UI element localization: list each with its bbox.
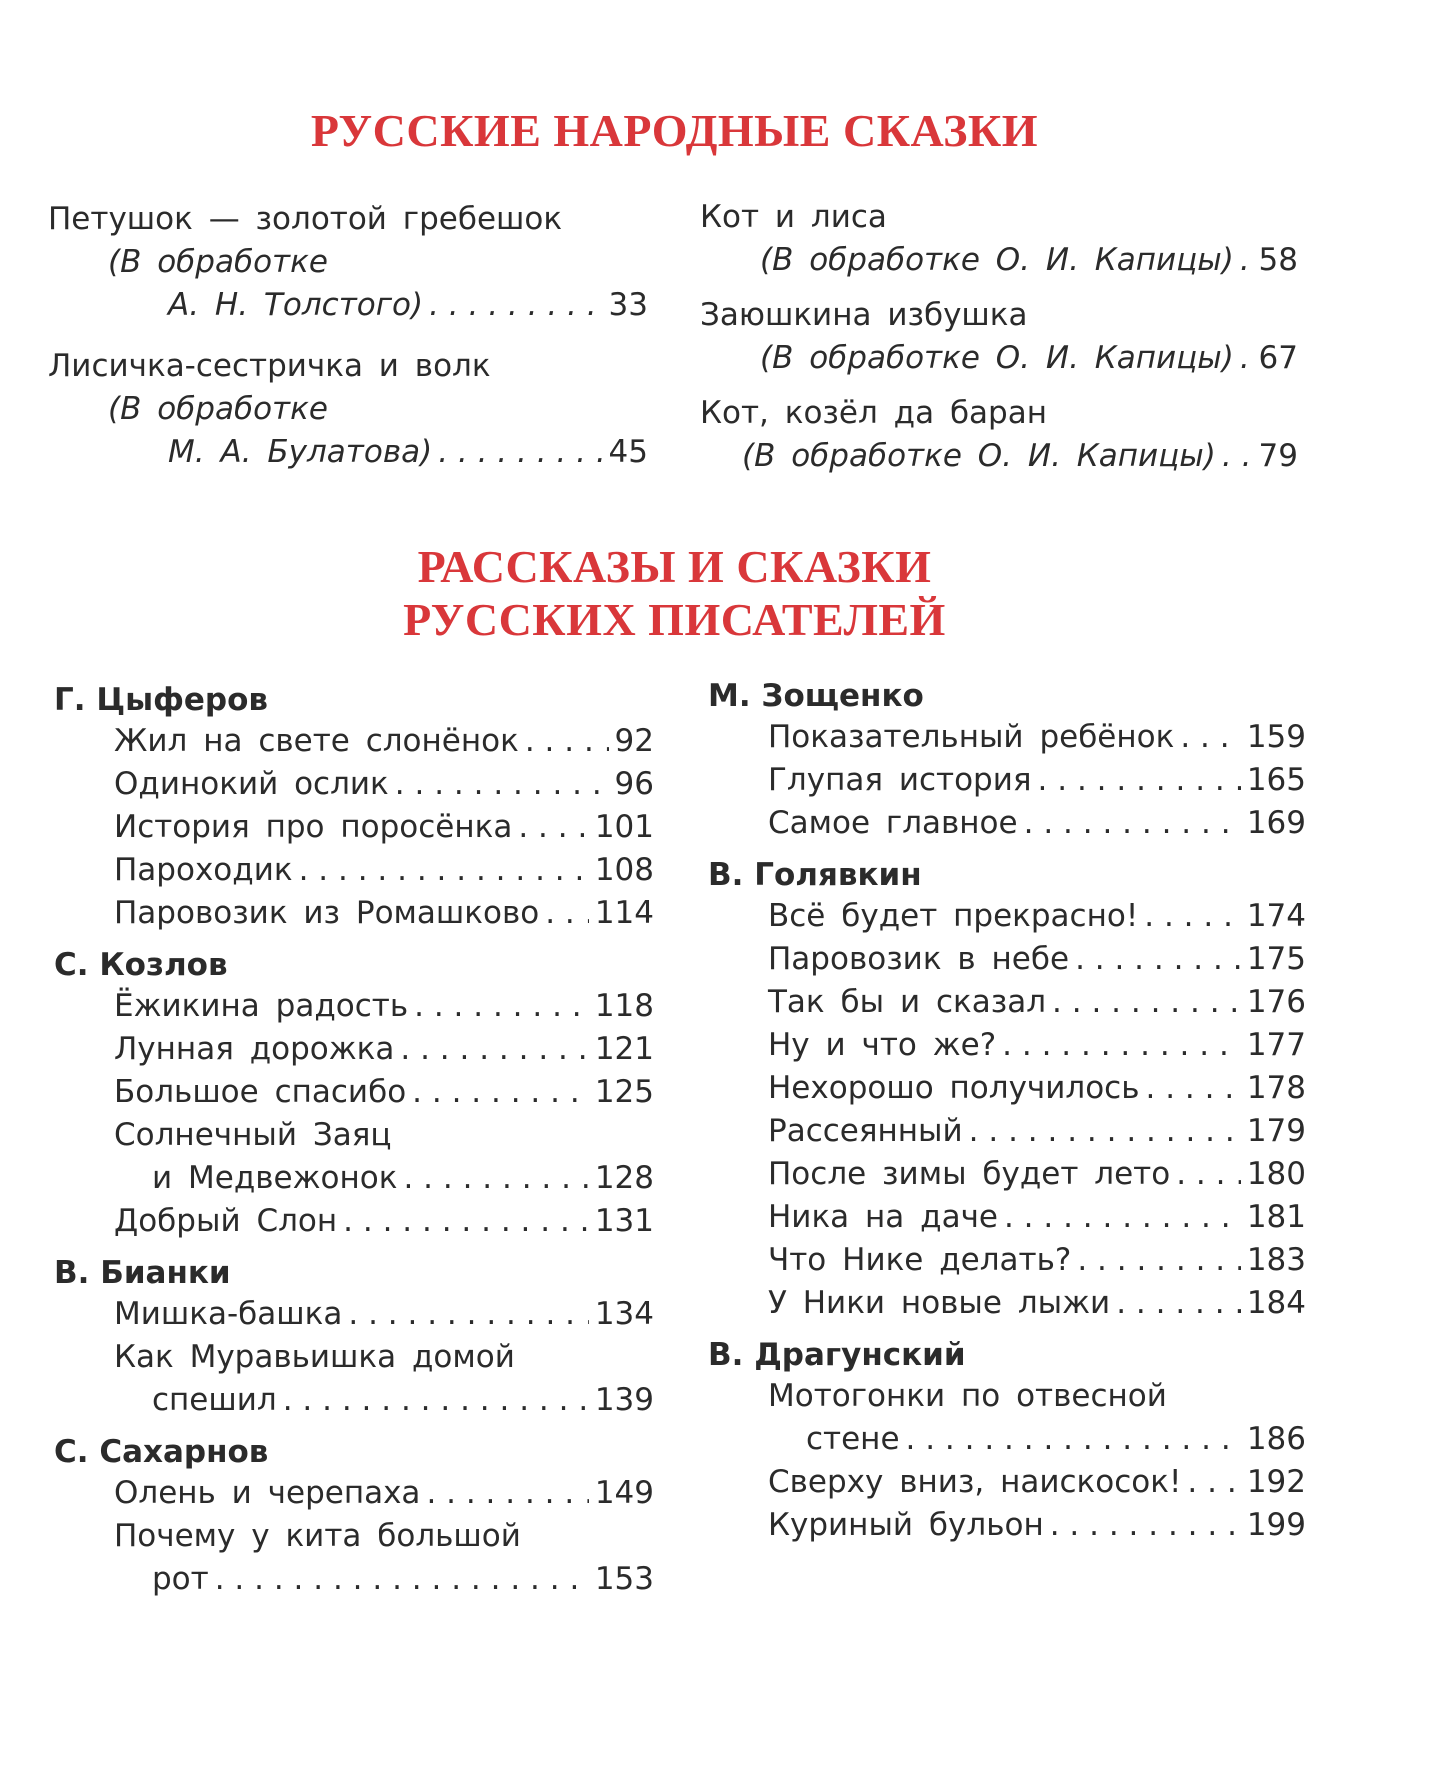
page-number: 178 (1246, 1070, 1306, 1106)
entry-title: Пароходик (114, 852, 293, 888)
entry-title: Олень и черепаха (114, 1475, 421, 1511)
entry-line (768, 1282, 1306, 1325)
toc-entry[interactable] (54, 1071, 654, 1114)
leader-dots (1116, 1282, 1241, 1325)
entry-line (768, 895, 1306, 938)
entry-line (114, 892, 654, 935)
page-number: 153 (594, 1561, 654, 1597)
leader-dots (215, 1558, 589, 1601)
entry-note-line (48, 431, 648, 474)
toc-entry[interactable] (700, 294, 1298, 380)
page-number: 92 (614, 723, 654, 759)
entry-line (114, 720, 654, 763)
page-number: 79 (1258, 438, 1298, 474)
page-number: 169 (1246, 805, 1306, 841)
author-heading: В. Бианки (54, 1255, 231, 1291)
entry-title: Ника на даче (768, 1199, 998, 1235)
entry-title: Солнечный Заяц (114, 1117, 392, 1153)
page-number: 192 (1246, 1464, 1306, 1500)
entry-line (768, 1196, 1306, 1239)
entry-title: После зимы будет лето (768, 1156, 1171, 1192)
toc-entry[interactable] (54, 1336, 654, 1422)
toc-entry[interactable] (54, 892, 654, 935)
leader-dots (1240, 337, 1253, 380)
leader-dots (348, 1293, 588, 1336)
leader-dots (1187, 1461, 1240, 1504)
entry-line (114, 1558, 654, 1601)
toc-entry[interactable] (48, 345, 648, 474)
leader-dots (1180, 716, 1240, 759)
author-heading: С. Козлов (54, 947, 228, 983)
toc-entry[interactable] (708, 981, 1306, 1024)
entry-note-line (700, 239, 1298, 282)
entry-line (114, 1200, 654, 1243)
entry-note: (В обработке О. И. Капицы) (742, 438, 1216, 474)
entry-line (768, 938, 1306, 981)
leader-dots (343, 1200, 589, 1243)
section-title-writers-line1: РАССКАЗЫ И СКАЗКИ (417, 541, 932, 592)
toc-entry[interactable] (708, 716, 1306, 759)
page-number: 114 (594, 895, 654, 931)
page-number: 175 (1246, 941, 1306, 977)
entry-title: Добрый Слон (114, 1203, 338, 1239)
author-heading: Г. Цыферов (54, 682, 269, 718)
leader-dots (1038, 759, 1241, 802)
toc-entry[interactable] (708, 1504, 1306, 1547)
section-title-writers-line2: РУССКИХ ПИСАТЕЛЕЙ (403, 594, 946, 645)
toc-entry[interactable] (54, 1028, 654, 1071)
entry-title: Почему у кита большой (114, 1518, 521, 1554)
toc-entry[interactable] (708, 938, 1306, 981)
toc-entry[interactable] (54, 763, 654, 806)
author-heading: М. Зощенко (708, 678, 924, 714)
leader-dots (412, 1071, 589, 1114)
page-number: 180 (1246, 1156, 1306, 1192)
entry-title: Куриный бульон (768, 1507, 1044, 1543)
entry-title: рот (152, 1561, 209, 1597)
entry-line (768, 802, 1306, 845)
toc-entry[interactable] (54, 1114, 654, 1200)
entry-line (114, 1472, 654, 1515)
entry-line (114, 1379, 654, 1422)
entry-title: Нехорошо получилось (768, 1070, 1140, 1106)
entry-title: Сверху вниз, наискосок! (768, 1464, 1182, 1500)
toc-entry[interactable] (708, 1461, 1306, 1504)
page-number: 125 (594, 1074, 654, 1110)
page-number: 159 (1246, 719, 1306, 755)
toc-entry[interactable] (708, 1067, 1306, 1110)
page-number: 67 (1258, 340, 1298, 376)
page-number: 176 (1246, 984, 1306, 1020)
entry-title: Ну и что же? (768, 1027, 997, 1063)
entry-line (114, 1028, 654, 1071)
entry-line (114, 1071, 654, 1114)
leader-dots (518, 806, 588, 849)
entry-title: Большое спасибо (114, 1074, 407, 1110)
entry-note-line (700, 337, 1298, 380)
page-number: 96 (614, 766, 654, 802)
toc-entry[interactable] (54, 1200, 654, 1243)
leader-dots (545, 892, 589, 935)
leader-dots (1240, 239, 1253, 282)
entry-title: Лисичка-сестричка и волк (48, 348, 491, 384)
toc-entry[interactable] (708, 1239, 1306, 1282)
entry-line (768, 1110, 1306, 1153)
leader-dots (400, 1028, 588, 1071)
entry-line (114, 1157, 654, 1200)
entry-title: Петушок — золотой гребешок (48, 201, 563, 237)
entry-title: Мишка-башка (114, 1296, 343, 1332)
leader-dots (1050, 1504, 1241, 1547)
entry-title: Как Муравьишка домой (114, 1339, 515, 1375)
leader-dots (438, 431, 602, 474)
toc-entry[interactable] (54, 806, 654, 849)
toc-entry[interactable] (708, 1196, 1306, 1239)
entry-note-line (700, 435, 1298, 478)
page-number: 183 (1246, 1242, 1306, 1278)
entry-title: Показательный ребёнок (768, 719, 1175, 755)
leader-dots (1052, 981, 1241, 1024)
entry-title: Рассеянный (768, 1113, 963, 1149)
entry-line (768, 1504, 1306, 1547)
page-number: 186 (1246, 1421, 1306, 1457)
writers-right-column (708, 676, 1306, 1547)
page-number: 131 (594, 1203, 654, 1239)
entry-title: Что Нике делать? (768, 1242, 1072, 1278)
entry-title: спешил (152, 1382, 277, 1418)
leader-dots (299, 849, 589, 892)
section-title-folk-tales: РУССКИЕ НАРОДНЫЕ СКАЗКИ (310, 105, 1039, 156)
entry-title: Одинокий ослик (114, 766, 389, 802)
entry-title: Лунная дорожка (114, 1031, 395, 1067)
entry-line (768, 716, 1306, 759)
entry-line (768, 1067, 1306, 1110)
leader-dots (1002, 1024, 1241, 1067)
page-number: 101 (594, 809, 654, 845)
leader-dots (429, 284, 602, 327)
author-heading: С. Сахарнов (54, 1434, 269, 1470)
entry-line (768, 1239, 1306, 1282)
entry-title: Паровозик в небе (768, 941, 1070, 977)
toc-entry[interactable] (708, 1282, 1306, 1325)
page-number: 199 (1246, 1507, 1306, 1543)
leader-dots (395, 763, 609, 806)
toc-entry[interactable] (700, 392, 1298, 478)
entry-line (768, 1024, 1306, 1067)
toc-entry[interactable] (708, 1024, 1306, 1067)
toc-entry[interactable] (54, 1515, 654, 1601)
entry-title: Так бы и сказал (768, 984, 1047, 1020)
leader-dots (1176, 1153, 1241, 1196)
page-number: 58 (1258, 242, 1298, 278)
entry-title: Самое главное (768, 805, 1018, 841)
page-number: 179 (1246, 1113, 1306, 1149)
entry-note: (В обработке О. И. Капицы) (760, 340, 1234, 376)
entry-title: Заюшкина избушка (700, 297, 1028, 333)
entry-title: Мотогонки по отвесной (768, 1378, 1167, 1414)
writers-left-column (54, 680, 654, 1601)
leader-dots (1145, 1067, 1240, 1110)
entry-note: (В обработке (108, 244, 328, 280)
entry-line (114, 849, 654, 892)
entry-title: Глупая история (768, 762, 1032, 798)
entry-title: У Ники новые лыжи (768, 1285, 1111, 1321)
page-number: 128 (594, 1160, 654, 1196)
toc-entry[interactable] (54, 1472, 654, 1515)
page-number: 45 (608, 434, 648, 470)
page-number: 121 (594, 1031, 654, 1067)
leader-dots (1144, 895, 1241, 938)
entry-title: стене (806, 1421, 900, 1457)
entry-title: Кот и лиса (700, 199, 887, 235)
entry-line (768, 981, 1306, 1024)
toc-entry[interactable] (54, 720, 654, 763)
toc-entry[interactable] (708, 1375, 1306, 1461)
entry-note: А. Н. Толстого) (168, 287, 424, 323)
leader-dots (525, 720, 609, 763)
toc-entry[interactable] (708, 802, 1306, 845)
leader-dots (906, 1418, 1241, 1461)
leader-dots (1075, 938, 1241, 981)
entry-line (114, 985, 654, 1028)
toc-entry[interactable] (700, 196, 1298, 282)
toc-entry[interactable] (708, 1110, 1306, 1153)
entry-line (768, 1153, 1306, 1196)
entry-title: Ёжикина радость (114, 988, 409, 1024)
toc-entry[interactable] (708, 895, 1306, 938)
page-number: 118 (594, 988, 654, 1024)
author-heading: В. Голявкин (708, 857, 922, 893)
leader-dots (414, 985, 589, 1028)
page-number: 134 (594, 1296, 654, 1332)
entry-title: и Медвежонок (152, 1160, 398, 1196)
entry-title: Кот, козёл да баран (700, 395, 1047, 431)
page-number: 165 (1246, 762, 1306, 798)
entry-note-line (48, 284, 648, 327)
toc-entry[interactable] (54, 849, 654, 892)
entry-title: Жил на свете слонёнок (114, 723, 519, 759)
entry-line (114, 763, 654, 806)
page-number: 177 (1246, 1027, 1306, 1063)
author-heading: В. Драгунский (708, 1337, 966, 1373)
page-number: 149 (594, 1475, 654, 1511)
leader-dots (1077, 1239, 1240, 1282)
entry-note: (В обработке (108, 391, 328, 427)
page-number: 174 (1246, 898, 1306, 934)
leader-dots (403, 1157, 588, 1200)
toc-entry[interactable] (708, 759, 1306, 802)
folk-tales-right-column (700, 196, 1298, 478)
toc-entry[interactable] (54, 985, 654, 1028)
page-number: 139 (594, 1382, 654, 1418)
entry-line (114, 1293, 654, 1336)
entry-title: Всё будет прекрасно! (768, 898, 1139, 934)
leader-dots (1024, 802, 1241, 845)
page-number: 33 (608, 287, 648, 323)
entry-line (768, 1418, 1306, 1461)
leader-dots (1222, 435, 1253, 478)
leader-dots (1004, 1196, 1241, 1239)
entry-note: (В обработке О. И. Капицы) (760, 242, 1234, 278)
folk-tales-left-column (48, 198, 648, 474)
entry-note: М. А. Булатова) (168, 434, 433, 470)
entry-title: История про поросёнка (114, 809, 513, 845)
leader-dots (969, 1110, 1241, 1153)
page-number: 184 (1246, 1285, 1306, 1321)
entry-line (768, 759, 1306, 802)
toc-entry[interactable] (54, 1293, 654, 1336)
entry-line (768, 1461, 1306, 1504)
page-number: 108 (594, 852, 654, 888)
leader-dots (283, 1379, 589, 1422)
page-number: 181 (1246, 1199, 1306, 1235)
entry-title: Паровозик из Ромашково (114, 895, 540, 931)
entry-line (114, 806, 654, 849)
toc-entry[interactable] (48, 198, 648, 327)
toc-entry[interactable] (708, 1153, 1306, 1196)
leader-dots (426, 1472, 588, 1515)
